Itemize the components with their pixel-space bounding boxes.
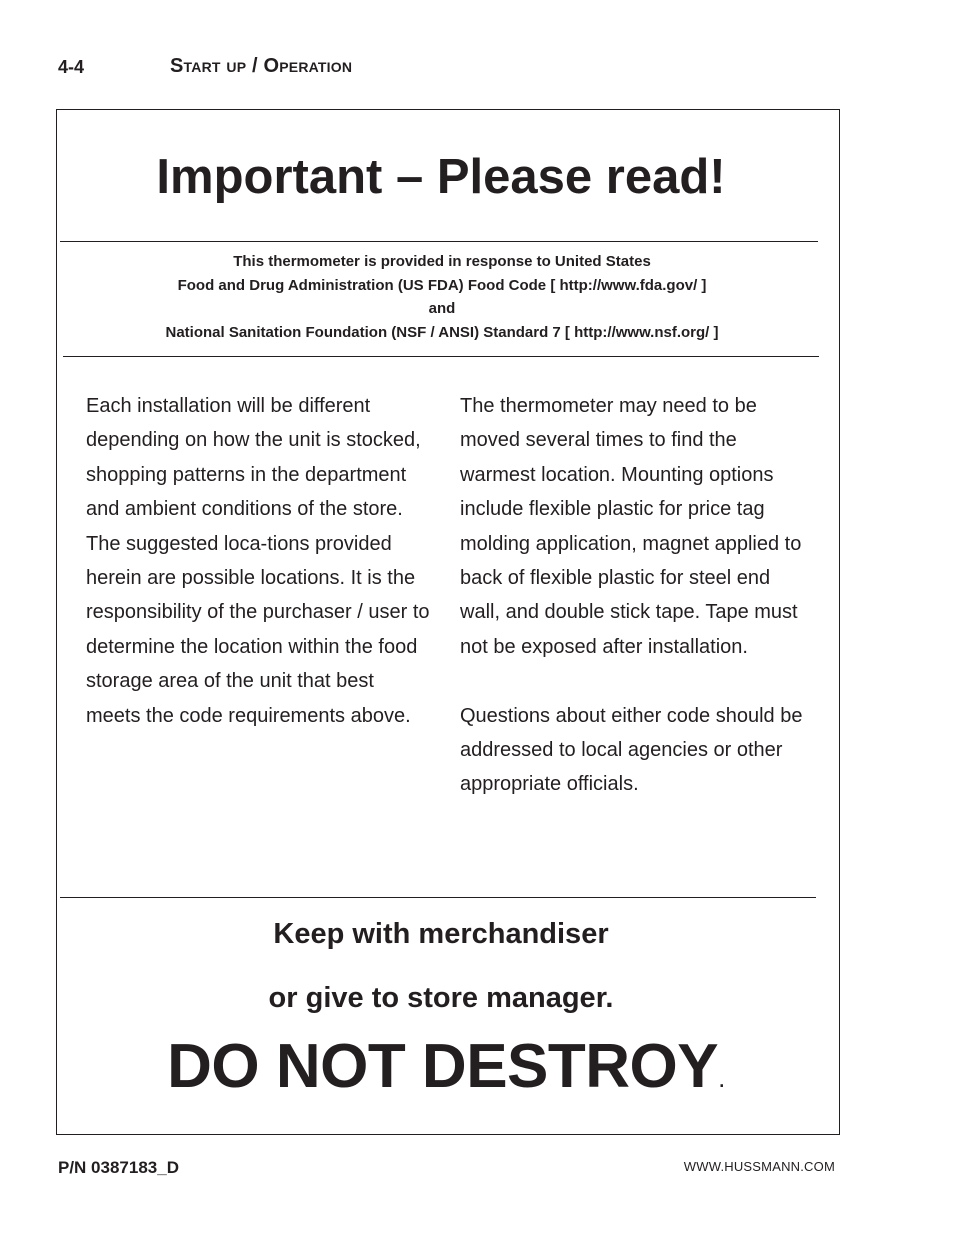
fda-nsf-statement: [60, 250, 824, 344]
notice-title: Important – Please read!: [156, 150, 726, 204]
questions-paragraph: Questions about either code should be addressed to local agencies or other appropriate officials.: [460, 704, 803, 796]
part-number: P/N 0387183_D: [58, 1158, 179, 1177]
keep-line-1: Keep with merchandiser: [273, 918, 609, 950]
statement-line: Food and Drug Administration (US FDA) Food Code [ http://www.fda.gov/ ]: [177, 276, 707, 294]
section-title: Start up / Operation: [170, 55, 353, 77]
statement-line: National Sanitation Foundation (NSF / ANSI) Standard 7 [ http://www.nsf.org/ ]: [165, 323, 719, 341]
website: WWW.HUSSMANN.COM: [683, 1159, 835, 1174]
statement-line: This thermometer is provided in response to United States: [233, 253, 651, 270]
page-number: 4-4: [58, 57, 85, 77]
keep-line-2: or give to store manager.: [268, 982, 614, 1014]
left-column: [86, 389, 431, 733]
right-column: [460, 389, 805, 802]
divider-bottom: [60, 897, 816, 898]
mounting-paragraph: The thermometer may need to be moved several times to find the warmest location. Mounting options include flexible plastic for price tag molding application, magnet applied to back of flexible plastic for steel end wall, and double stick tape. Tape must not be exposed after installation.: [460, 395, 802, 658]
do-not-destroy-text: DO NOT DESTROY: [167, 1032, 719, 1101]
do-not-destroy-warning: [56, 1030, 836, 1115]
divider-middle: [63, 356, 819, 357]
do-not-destroy-period: .: [718, 1063, 725, 1093]
installation-paragraph: Each installation will be different depending on how the unit is stocked, shopping patterns in the department and ambient conditions of the store. The suggested loca-tions provided herein are possible locations. It is the responsibility of the purchaser / user to determine the location within the food storage area of the unit that best meets the code requirements above.: [86, 395, 430, 727]
divider-top: [60, 241, 818, 242]
statement-line: and: [428, 300, 456, 317]
